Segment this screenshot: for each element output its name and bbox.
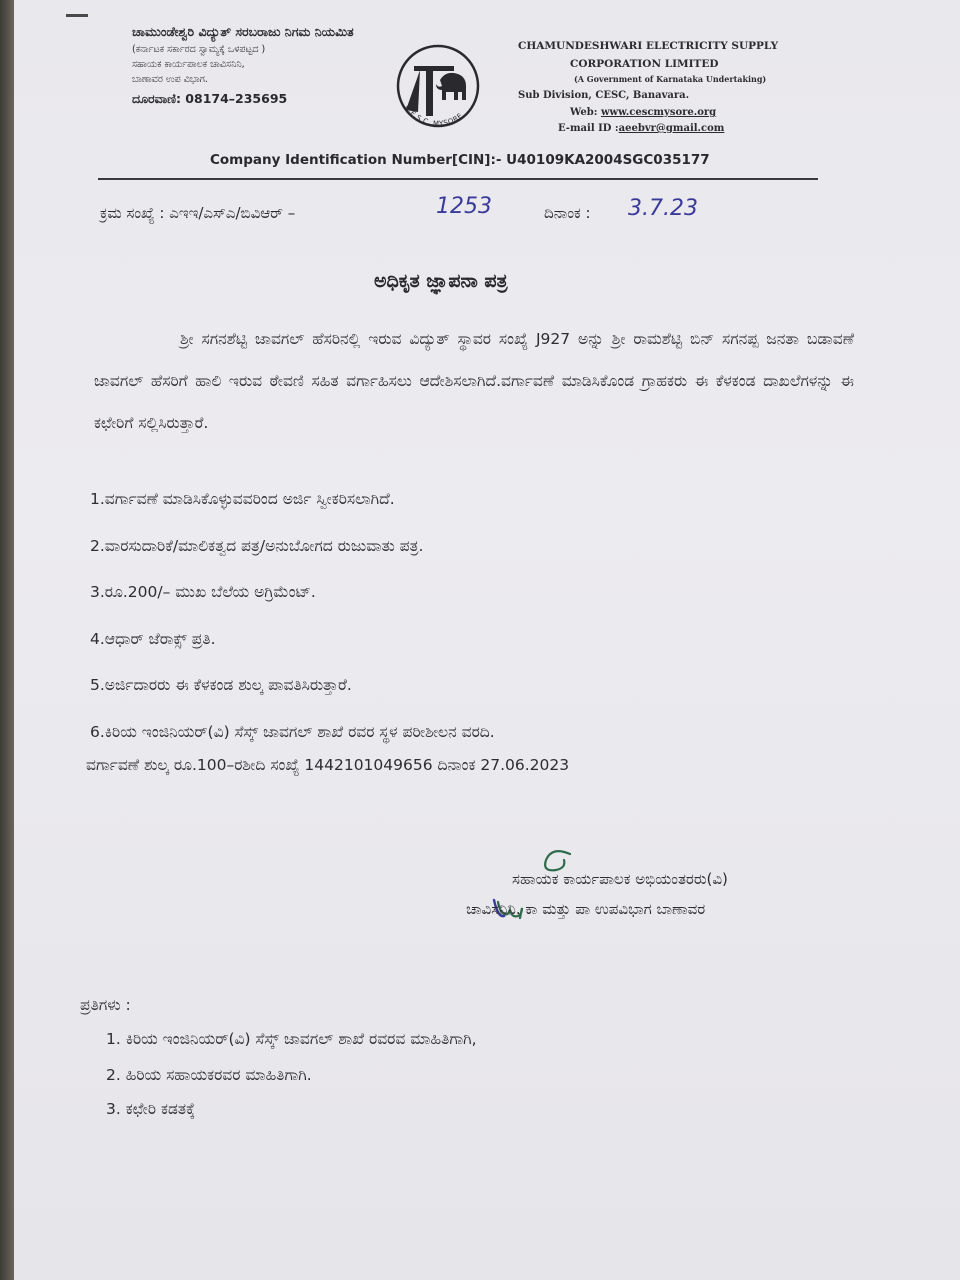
company-cin: Company Identification Number[CIN]:- U40109KA2004SGC035177 — [210, 152, 710, 168]
english-org-line-2: CORPORATION LIMITED — [570, 58, 719, 70]
staple-mark — [66, 14, 88, 17]
kannada-office-line: ಸಹಾಯಕ ಕಾರ್ಯಪಾಲಕ ಚಾವಿಸನಿನಿ, — [132, 59, 245, 70]
english-org-line-1: CHAMUNDESHWARI ELECTRICITY SUPPLY — [518, 40, 779, 52]
copies-heading: ಪ್ರತಿಗಳು : — [80, 996, 131, 1014]
web-label: Web: — [570, 107, 598, 118]
web-link[interactable]: www.cescmysore.org — [600, 107, 717, 118]
date-label: ದಿನಾಂಕ : — [544, 204, 591, 222]
kannada-subdivision-line: ಬಾಣಾವರ ಉಪ ವಿಭಾಗ. — [132, 74, 208, 85]
reference-number: 1253 — [436, 194, 492, 219]
document-sheet — [14, 0, 960, 1280]
english-subdivision-line: Sub Division, CESC, Banavara. — [518, 90, 690, 101]
binder-edge — [0, 0, 14, 1280]
kannada-org-name: ಚಾಮುಂಡೇಶ್ವರಿ ವಿದ್ಯುತ್ ಸರಬರಾಜು ನಿಗಮ ನಿಯಮಿತ — [132, 24, 354, 39]
cesc-logo-icon — [388, 40, 488, 136]
list-item: 5.ಅರ್ಜಿದಾರರು ಈ ಕೆಳಕಂಡ ಶುಲ್ಕ ಪಾವತಿಸಿರುತ್ತಾರೆ. — [90, 676, 352, 694]
document-title: ಅಧಿಕೃತ ಜ್ಞಾಪನಾ ಪತ್ರ — [374, 270, 508, 292]
web-line — [518, 107, 788, 118]
fee-receipt-line: ವರ್ಗಾವಣೆ ಶುಲ್ಕ ರೂ.100–ರಶೀದಿ ಸಂಖ್ಯೆ 1442101049656 ದಿನಾಂಕ 27.06.2023 — [86, 756, 570, 774]
list-item: 3.ರೂ.200/– ಮುಖ ಬೆಲೆಯ ಅಗ್ರಿಮೆಂಟ್. — [90, 583, 316, 601]
email-label: E-mail ID : — [558, 123, 619, 134]
copy-item: 1. ಕಿರಿಯ ಇಂಜಿನಿಯರ್(ವಿ) ಸೆಸ್ಕ್ ಜಾವಗಲ್ ಶಾಖೆ ರವರವ ಮಾಹಿತಿಗಾಗಿ, — [106, 1030, 477, 1048]
english-letterhead — [518, 40, 788, 134]
list-item: 1.ವರ್ಗಾವಣೆ ಮಾಡಿಸಿಕೊಳ್ಳುವವರಿಂದ ಅರ್ಜಿ ಸ್ವೀಕರಿಸಲಾಗಿದೆ. — [90, 490, 395, 508]
copy-item: 3. ಕಛೇರಿ ಕಡತಕ್ಕೆ — [106, 1100, 196, 1118]
logo-caption: C.E.S.C. MYSORE — [403, 103, 465, 128]
date-value: 3.7.23 — [628, 196, 698, 221]
email-link[interactable]: aeebvr@gmail.com — [618, 123, 725, 134]
header-divider — [98, 178, 818, 180]
list-item: 6.ಕಿರಿಯ ಇಂಜಿನಿಯರ್(ವಿ) ಸೆಸ್ಕ್ ಜಾವಗಲ್ ಶಾಖೆ ರವರ ಸ್ಥಳ ಪರೀಶೀಲನ ವರದಿ. — [90, 722, 495, 741]
copy-item: 2. ಹಿರಿಯ ಸಹಾಯಕರವರ ಮಾಹಿತಿಗಾಗಿ. — [106, 1066, 312, 1084]
list-item: 4.ಆಧಾರ್ ಜೆರಾಕ್ಸ್ ಪ್ರತಿ. — [90, 629, 216, 648]
signatory-designation: ಸಹಾಯಕ ಕಾರ್ಯಪಾಲಕ ಅಭಿಯಂತರರು(ವಿ) — [512, 870, 728, 888]
kannada-govt-line: (ಕರ್ನಾಟಕ ಸರ್ಕಾರದ ಸ್ವಾಮ್ಯಕ್ಕೆ ಒಳಪಟ್ಟದ ) — [132, 44, 266, 55]
body-paragraph: ಶ್ರೀ ಸಗನಶೆಟ್ಟಿ ಜಾವಗಲ್ ಹೆಸರಿನಲ್ಲಿ ಇರುವ ವಿದ್ಯುತ್ ಸ್ಥಾವರ ಸಂಖ್ಯೆ J927 ಅನ್ನು ಶ್ರೀ ರಾಮಶೆಟ್ಟಿ ಬಿನ್ ಸಗನಪ್ಪ ಜನತಾ ಬಡಾವಣೆ ಜಾವಗಲ್ ಹೆಸರಿಗೆ ಹಾಲಿ ಇರುವ ಠೇವಣಿ ಸಹಿತ ವರ್ಗಾಹಿಸಲು ಆದೇಶಿಸಲಾಗಿದೆ.ವರ್ಗಾವಣೆ ಮಾಡಿಸಿಕೊಂಡ ಗ್ರಾಹಕರು ಈ ಕೆಳಕಂಡ ದಾಖಲೆಗಳನ್ನು ಈ ಕಛೇರಿಗೆ ಸಲ್ಲಿಸಿರುತ್ತಾರೆ. — [94, 330, 854, 432]
kannada-phone-line: ದೂರವಾಣಿ: 08174–235695 — [132, 91, 288, 106]
email-line — [518, 123, 788, 134]
signatory-office: ಚಾವಿಸನಿನಿ. ಕಾ ಮತ್ತು ಪಾ ಉಪವಿಭಾಗ ಬಾಣಾವರ — [466, 900, 706, 918]
english-govt-line: (A Government of Karnataka Undertaking) — [574, 74, 767, 84]
documents-list — [90, 485, 870, 764]
list-item: 2.ವಾರಸುದಾರಿಕೆ/ಮಾಲಿಕತ್ವದ ಪತ್ರ/ಅನುಬೋಗದ ರುಜುವಾತು ಪತ್ರ. — [90, 536, 424, 555]
reference-label: ಕ್ರಮ ಸಂಖ್ಯೆ : ಎಇಇ/ಎಸ್ಎ/ಬಿವಿಆರ್ – — [100, 204, 296, 222]
